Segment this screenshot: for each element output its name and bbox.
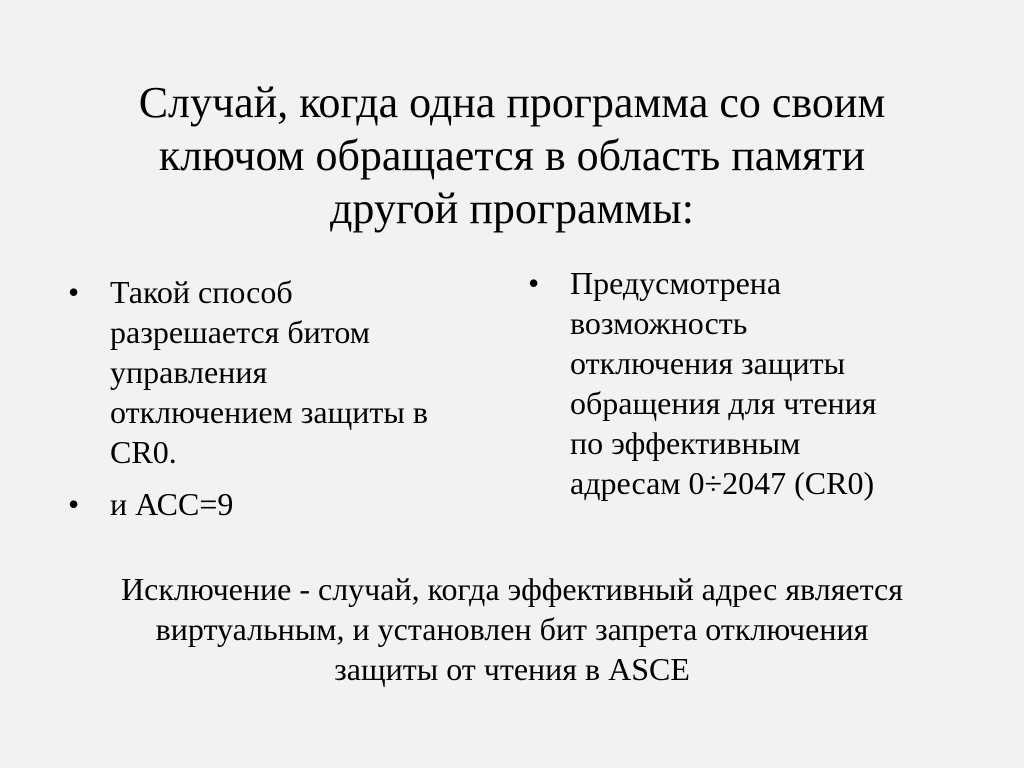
bullet-line: отключения защиты: [570, 345, 846, 381]
bullet-line: • Такой способ: [110, 274, 293, 310]
footer-line: защиты от чтения в ASCE: [334, 651, 690, 687]
bullet-line: управления: [110, 354, 268, 390]
bullet-line: по эффективным: [570, 425, 801, 461]
bullet-line: адресам 0÷2047 (CR0): [570, 465, 875, 501]
left-bullet-list: [68, 272, 488, 536]
bullet-line: разрешается битом: [110, 314, 370, 350]
footer-line: Исключение - случай, когда эффективный адрес является: [121, 571, 903, 607]
slide-title: [60, 76, 964, 235]
bullet-line: возможность: [570, 305, 748, 341]
title-line: Случай, когда одна программа со своим: [138, 78, 886, 127]
title-line: другой программы:: [330, 184, 694, 233]
bullet-line: отключением защиты в: [110, 394, 428, 430]
title-line: ключом обращается в область памяти: [158, 131, 866, 180]
bullet-item-read-protection: [528, 263, 958, 503]
bullet-item-acc: [68, 484, 488, 524]
bullet-line: • и АСС=9: [110, 486, 234, 522]
bullet-item-protection-bit: [68, 272, 488, 472]
bullet-line: • Предусмотрена: [570, 265, 782, 301]
bullet-line: CR0.: [110, 434, 177, 470]
footer-line: виртуальным, и установлен бит запрета отключения: [155, 611, 869, 647]
bullet-line: обращения для чтения: [570, 385, 877, 421]
right-bullet-list: [528, 263, 958, 515]
exception-note: [60, 569, 964, 689]
